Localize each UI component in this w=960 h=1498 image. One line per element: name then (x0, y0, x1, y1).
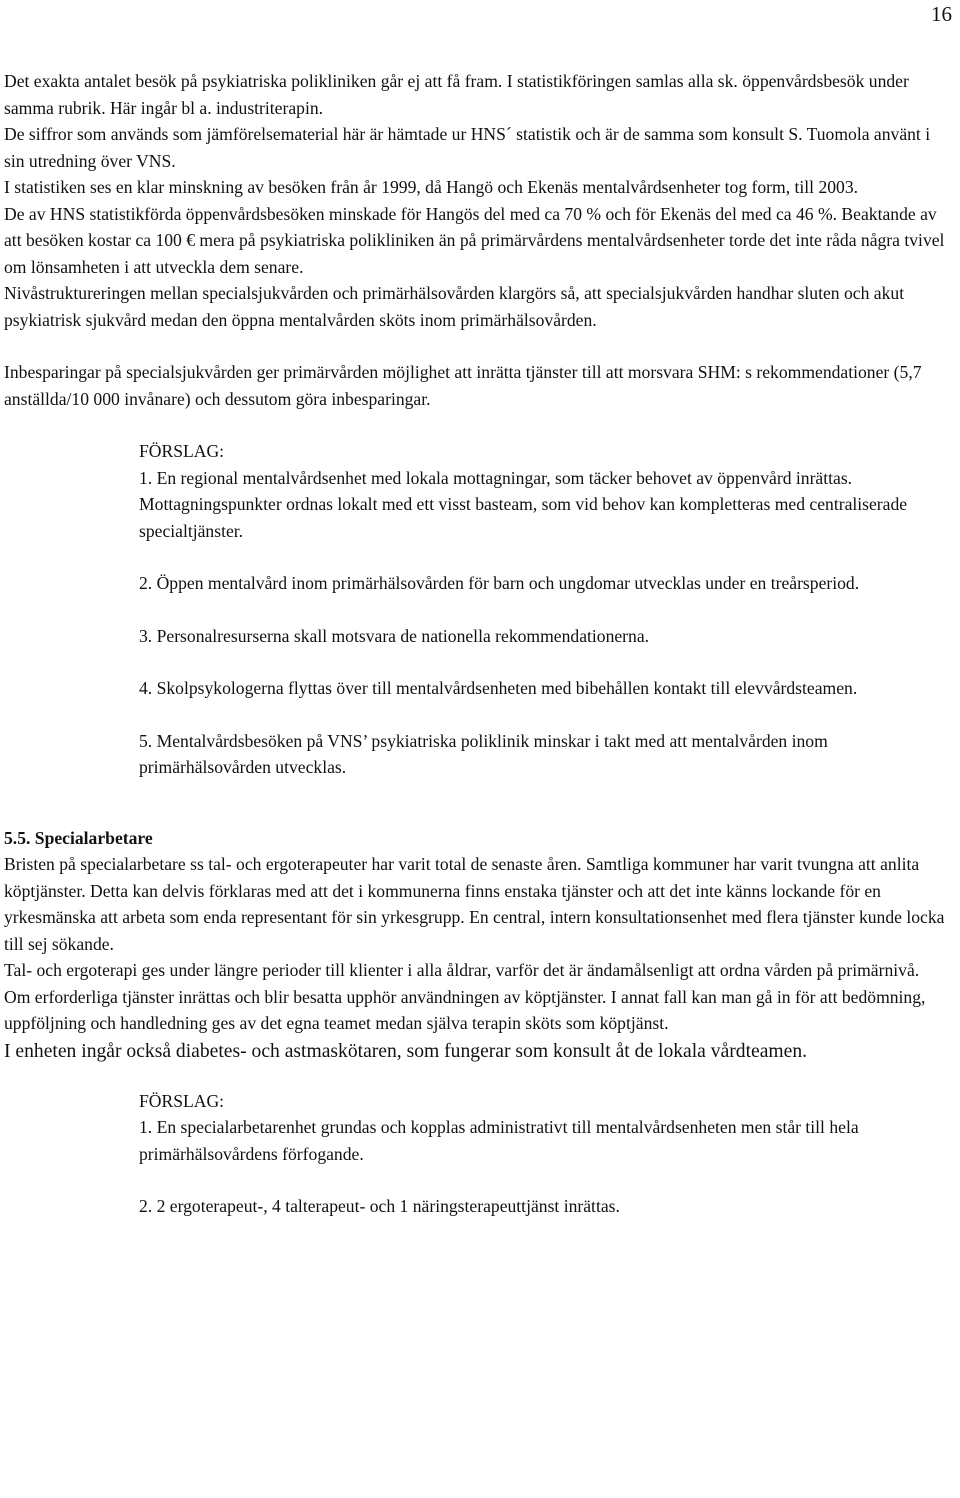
paragraph-purchased-services: Om erforderliga tjänster inrättas och blir besatta upphör användningen av köptjänster. I annat fall kan man gå in för att bedömning, uppföljning och handledning ges av det egna teamet medan själva terapin sköts som köptjänst. (4, 986, 926, 1033)
proposal-item: 1. En regional mentalvårdsenhet med lokala mottagningar, som täcker behovet av öppenvård inrättas. Mottagningspunkter ordnas lokalt med ett visst basteam, som vid behov kan kompletteras med centraliserade specialtjänster. (139, 467, 908, 541)
document-body (4, 68, 952, 1220)
paragraph-outpatient-visits: Det exakta antalet besök på psykiatriska polikliniken går ej att få fram. I statistikföringen samlas alla sk. öppenvårdsbesök under samma rubrik. Här ingår bl a. industriterapin. (4, 71, 909, 118)
proposal-item: 2. 2 ergoterapeut-, 4 talterapeut- och 1 näringsterapeuttjänst inrättas. (139, 1196, 620, 1216)
paragraph-diabetes-nurse: I enheten ingår också diabetes- och astmaskötaren, som fungerar som konsult åt de lokala vårdteamen. (4, 1040, 808, 1062)
paragraph-hns-visits: De av HNS statistikförda öppenvårdsbesöken minskade för Hangös del med ca 70 % och för Ekenäs del med ca 46 %. Beaktande av att besöken kostar ca 100 € mera på psykiatriska polikliniken än på primärvårdens mentalvårdsenheter torde det inte råda några tvivel om lönsamheten i att utveckla dem senare. (4, 203, 945, 277)
paragraph-comparison-source: De siffror som används som jämförelsematerial här är hämtade ur HNS´ statistik och är de samma som konsult S. Tuomola använt i sin utredning över VNS. (4, 124, 931, 171)
proposal-label: FÖRSLAG: (139, 1090, 225, 1111)
proposal-item: 2. Öppen mentalvård inom primärhälsovården för barn och ungdomar utvecklas under en treårsperiod. (139, 573, 860, 593)
section-heading: 5.5. Specialarbetare (4, 827, 153, 848)
paragraph-level-structuring: Nivåstruktureringen mellan specialsjukvården och primärhälsovården klargörs så, att specialsjukvården handhar sluten och akut psykiatrisk sjukvård medan den öppna mentalvården sköts inom primärhälsovården. (4, 283, 905, 330)
paragraph-statistics-decrease: I statistiken ses en klar minskning av besöken från år 1999, då Hangö och Ekenäs mentalvårdsenheter tog form, till 2003. (4, 177, 859, 197)
paragraph-savings: Inbesparingar på specialsjukvården ger primärvården möjlighet att inrätta tjänster till att morsvara SHM: s rekommendationer (5,7 anställda/10 000 invånare) och dessutom göra inbesparingar. (4, 362, 922, 409)
paragraph-specialist-shortage: Bristen på specialarbetare ss tal- och ergoterapeuter har varit total de senaste åren. Samtliga kommuner har varit tvungna att anlita köptjänster. Detta kan delvis förklaras med att det i kommunerna finns enstaka tjänster och att det inte känns lockande för en yrkesmänska att arbeta som enda representant för sin yrkesgrupp. En central, intern konsultationsenhet med flera tjänster kunde locka till sej sökande. (4, 854, 945, 954)
page-number: 16 (931, 2, 952, 26)
paragraph-speech-therapy: Tal- och ergoterapi ges under längre perioder till klienter i alla åldrar, varför det är ändamålsenligt att ordna vården på primärnivå. (4, 960, 920, 980)
proposal-label: FÖRSLAG: (139, 441, 225, 461)
proposal-item: 1. En specialarbetarenhet grundas och kopplas administrativt till mentalvårdsenheten men står till hela primärhälsovårdens förfogande. (139, 1117, 859, 1164)
proposal-item: 5. Mentalvårdsbesöken på VNS’ psykiatriska poliklinik minskar i takt med att mentalvården inom primärhälsovården utvecklas. (139, 730, 828, 777)
proposal-item: 3. Personalresurserna skall motsvara de nationella rekommendationerna. (139, 625, 650, 646)
proposal-item: 4. Skolpsykologerna flyttas över till mentalvårdsenheten med bibehållen kontakt till elevvårdsteamen. (139, 678, 858, 698)
